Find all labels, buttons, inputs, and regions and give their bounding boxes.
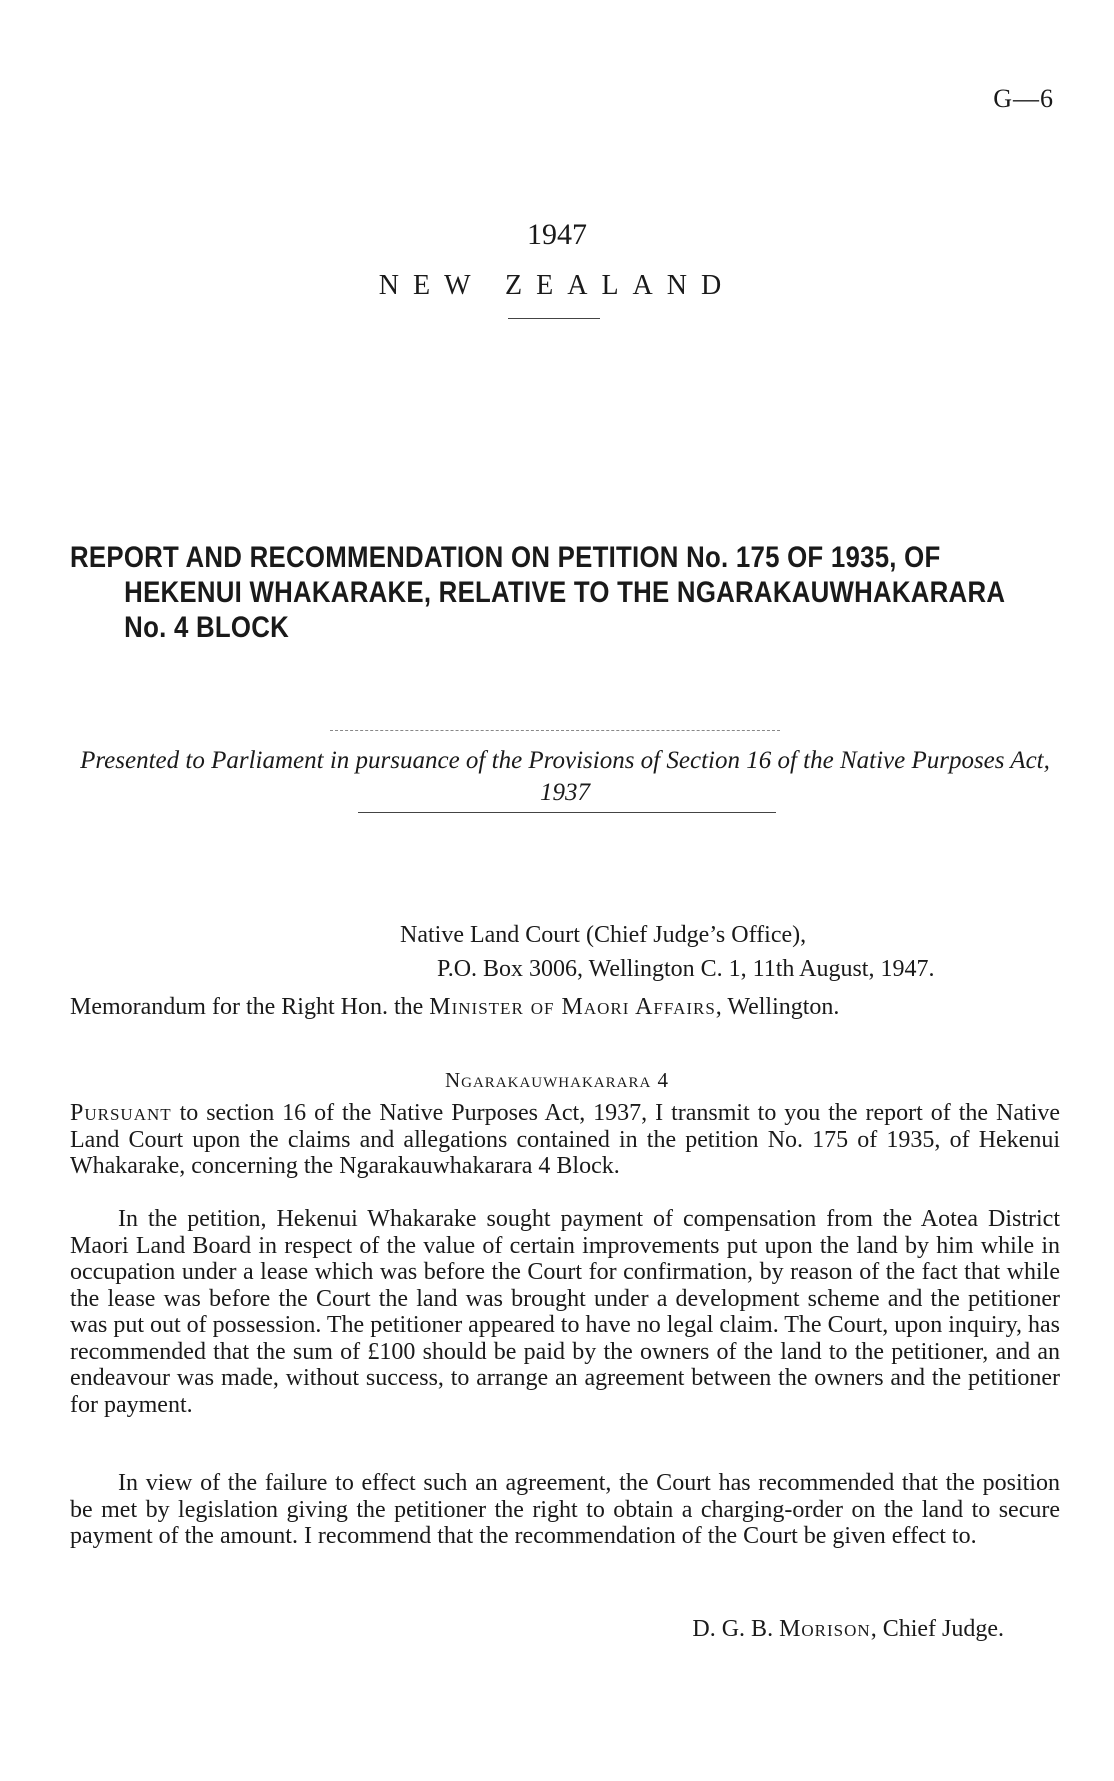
document-title bbox=[70, 540, 1059, 645]
body-paragraph: In view of the failure to effect such an agreement, the Court has recommended that the position be met by legislation giving the petitioner the right to obtain a charging-order on the land to secure payment of the amount. I recommend that the recommendation of the Court be given effect to. bbox=[70, 1470, 1060, 1549]
presented-note: Presented to Parliament in pursuance of the Provisions of Section 16 of the Native Purposes Act, 1937 bbox=[80, 747, 1050, 806]
divider-rule bbox=[330, 730, 780, 731]
paragraph-lead: Pursuant bbox=[70, 1100, 172, 1126]
title-line: HEKENUI WHAKARAKE, RELATIVE TO THE NGARAKAUWHAKARARA bbox=[124, 576, 1006, 609]
signature-line bbox=[692, 1616, 1004, 1643]
body-paragraph: In the petition, Hekenui Whakarake sought payment of compensation from the Aotea District Maori Land Board in respect of the value of certain improvements put upon the land by him while in occupation under a lease which was before the Court for confirmation, by reason of the fact that while the lease was before the Court the land was brought under a development scheme and the petitioner was put out of possession. The petitioner appeared to have no legal claim. The Court, upon inquiry, has recommended that the sum of £100 should be paid by the owners of the land to the petitioner, and an endeavour was made, without success, to arrange an agreement between the owners and the petitioner for payment. bbox=[70, 1206, 1061, 1418]
signature-initials: D. G. B. bbox=[692, 1616, 774, 1642]
memorandum-line bbox=[70, 994, 839, 1021]
page-reference: G—6 bbox=[993, 84, 1054, 113]
memo-recipient: Minister of Maori Affairs bbox=[429, 994, 716, 1020]
memo-prefix: Memorandum for the Right Hon. the bbox=[70, 994, 424, 1020]
memo-suffix: , Wellington. bbox=[715, 994, 840, 1020]
title-line: REPORT AND RECOMMENDATION ON PETITION No. 175 OF 1935, OF bbox=[70, 541, 941, 574]
country-heading: NEW ZEALAND bbox=[378, 270, 736, 301]
signature-title: , Chief Judge. bbox=[870, 1616, 1004, 1642]
sender-address-line: Native Land Court (Chief Judge’s Office), bbox=[400, 922, 807, 948]
title-line: No. 4 BLOCK bbox=[124, 611, 289, 644]
publication-year: 1947 bbox=[527, 218, 587, 251]
signature-name: Morison bbox=[779, 1616, 871, 1642]
sender-address-line: P.O. Box 3006, Wellington C. 1, 11th August, 1947. bbox=[437, 956, 935, 982]
body-paragraph bbox=[70, 1100, 1060, 1180]
paragraph-text: to section 16 of the Native Purposes Act, 1937, I transmit to you the report of the Native Land Court upon the claims and allegations contained in the petition No. 175 of 1935, of Hekenui Whakarake, concerning the Ngarakauwhakarara 4 Block. bbox=[70, 1100, 1060, 1179]
divider-rule bbox=[358, 812, 776, 813]
divider-rule bbox=[508, 318, 600, 319]
block-heading: Ngarakauwhakarara 4 bbox=[444, 1068, 670, 1092]
